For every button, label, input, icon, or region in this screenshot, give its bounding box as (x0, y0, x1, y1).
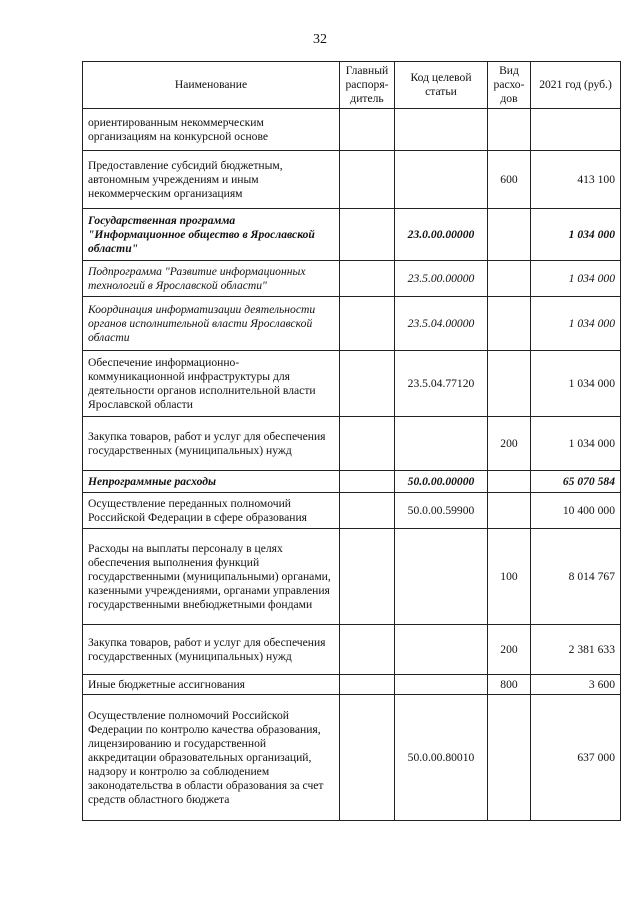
cell-name: ориентированным некоммерческим организациям на конкурсной основе (83, 109, 340, 151)
header-row (83, 62, 621, 109)
cell-expense-type: 600 (488, 151, 531, 209)
cell-name: Закупка товаров, работ и услуг для обеспечения государственных (муниципальных) нужд (83, 417, 340, 471)
cell-manager (340, 625, 395, 675)
table-row (83, 493, 621, 529)
cell-code: 50.0.00.80010 (395, 695, 488, 821)
table-row (83, 209, 621, 261)
cell-expense-type: 200 (488, 417, 531, 471)
cell-name: Предоставление субсидий бюджетным, автономным учреждениям и иным некоммерческим организациям (83, 151, 340, 209)
cell-expense-type (488, 297, 531, 351)
cell-expense-type (488, 109, 531, 151)
cell-expense-type (488, 493, 531, 529)
cell-amount: 413 100 (531, 151, 621, 209)
cell-amount: 65 070 584 (531, 471, 621, 493)
cell-code: 23.5.04.77120 (395, 351, 488, 417)
cell-name: Осуществление переданных полномочий Российской Федерации в сфере образования (83, 493, 340, 529)
cell-name: Расходы на выплаты персоналу в целях обеспечения выполнения функций государственными (муниципальными) органами, казенными учреждениями, органами управления государственными внебюджетными фондами (83, 529, 340, 625)
cell-expense-type (488, 351, 531, 417)
cell-manager (340, 471, 395, 493)
cell-name: Координация информатизации деятельности органов исполнительной власти Ярославской области (83, 297, 340, 351)
cell-name: Осуществление полномочий Российской Федерации по контролю качества образования, лицензированию и государственной аккредитации образовательных организаций, надзору и контролю за соблюдением законодательства в области образования за счет средств областного бюджета (83, 695, 340, 821)
cell-expense-type (488, 471, 531, 493)
cell-expense-type: 200 (488, 625, 531, 675)
table-row (83, 625, 621, 675)
table-row (83, 471, 621, 493)
cell-amount: 2 381 633 (531, 625, 621, 675)
budget-table (82, 61, 621, 821)
cell-manager (340, 695, 395, 821)
cell-code (395, 151, 488, 209)
cell-code (395, 417, 488, 471)
header-code: Код целевой статьи (395, 62, 488, 109)
cell-amount: 637 000 (531, 695, 621, 821)
cell-code (395, 625, 488, 675)
cell-code: 50.0.00.59900 (395, 493, 488, 529)
table-row (83, 261, 621, 297)
header-name: Наименование (83, 62, 340, 109)
table-row (83, 151, 621, 209)
cell-manager (340, 109, 395, 151)
cell-code (395, 109, 488, 151)
cell-expense-type: 100 (488, 529, 531, 625)
cell-code (395, 529, 488, 625)
cell-amount: 1 034 000 (531, 297, 621, 351)
table-row (83, 351, 621, 417)
cell-amount: 8 014 767 (531, 529, 621, 625)
cell-name: Обеспечение информационно-коммуникационной инфраструктуры для деятельности органов исполнительной власти Ярославской области (83, 351, 340, 417)
cell-manager (340, 209, 395, 261)
cell-name: Закупка товаров, работ и услуг для обеспечения государственных (муниципальных) нужд (83, 625, 340, 675)
cell-name: Государственная программа "Информационное общество в Ярославской области" (83, 209, 340, 261)
cell-amount: 1 034 000 (531, 417, 621, 471)
cell-code: 23.0.00.00000 (395, 209, 488, 261)
cell-amount: 10 400 000 (531, 493, 621, 529)
cell-manager (340, 297, 395, 351)
page-number: 32 (313, 32, 327, 47)
cell-expense-type (488, 695, 531, 821)
cell-expense-type: 800 (488, 675, 531, 695)
cell-amount: 1 034 000 (531, 209, 621, 261)
cell-manager (340, 529, 395, 625)
cell-manager (340, 151, 395, 209)
cell-manager (340, 417, 395, 471)
table-row (83, 695, 621, 821)
cell-amount: 1 034 000 (531, 351, 621, 417)
cell-code (395, 675, 488, 695)
header-manager: Главный распоря-дитель (340, 62, 395, 109)
header-amount: 2021 год (руб.) (531, 62, 621, 109)
cell-manager (340, 675, 395, 695)
cell-name: Иные бюджетные ассигнования (83, 675, 340, 695)
table-row (83, 529, 621, 625)
cell-amount: 1 034 000 (531, 261, 621, 297)
cell-name: Непрограммные расходы (83, 471, 340, 493)
cell-code: 50.0.00.00000 (395, 471, 488, 493)
header-expense-type: Вид расхо-дов (488, 62, 531, 109)
cell-expense-type (488, 261, 531, 297)
cell-amount: 3 600 (531, 675, 621, 695)
table-row (83, 297, 621, 351)
cell-manager (340, 351, 395, 417)
table-row (83, 417, 621, 471)
cell-amount (531, 109, 621, 151)
table-row (83, 109, 621, 151)
cell-name: Подпрограмма "Развитие информационных технологий в Ярославской области" (83, 261, 340, 297)
table-row (83, 675, 621, 695)
cell-code: 23.5.00.00000 (395, 261, 488, 297)
cell-manager (340, 261, 395, 297)
cell-expense-type (488, 209, 531, 261)
cell-code: 23.5.04.00000 (395, 297, 488, 351)
cell-manager (340, 493, 395, 529)
